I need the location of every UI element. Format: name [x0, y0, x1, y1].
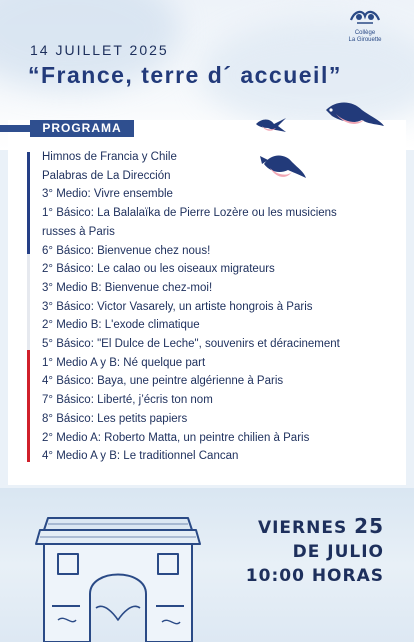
- event-date: 14 JUILLET 2025: [30, 42, 169, 58]
- event-day-number: 25: [354, 514, 384, 538]
- event-day-label: VIERNES: [257, 518, 348, 538]
- college-logo-icon: [347, 8, 383, 26]
- event-time: 10:00 HORAS: [245, 566, 384, 586]
- program-item: 2° Básico: Le calao ou les oiseaux migrateurs: [42, 263, 275, 276]
- program-item: 2° Medio B: L'exode climatique: [42, 319, 200, 332]
- program-item: 4° Medio A y B: Le traditionnel Cancan: [42, 450, 239, 463]
- program-item: 6° Básico: Bienvenue chez nous!: [42, 244, 211, 257]
- flag-stripe-white: [27, 254, 30, 350]
- badge-accent-line: [0, 125, 30, 132]
- program-item: russes à Paris: [42, 225, 115, 238]
- program-item: 3° Medio: Vivre ensemble: [42, 188, 173, 201]
- event-details: [246, 514, 384, 588]
- program-item: 3° Básico: Victor Vasarely, un artiste hongrois à Paris: [42, 300, 313, 313]
- arc-de-triomphe-icon: [18, 510, 218, 642]
- logo-line-1: Collège: [354, 30, 376, 36]
- program-item: 3° Medio B: Bienvenue chez-moi!: [42, 281, 213, 294]
- program-item: 8° Básico: Les petits papiers: [42, 412, 188, 425]
- swallow-icon: [322, 96, 386, 136]
- program-item: 1° Medio A y B: Né quelque part: [42, 356, 206, 369]
- program-item: Palabras de La Dirección: [42, 169, 171, 182]
- college-logo: [340, 8, 390, 44]
- page-title: “France, terre d´ accueil”: [28, 62, 342, 88]
- logo-line-2: La Girouette: [348, 37, 382, 43]
- flag-stripe-blue: [27, 152, 30, 254]
- program-item: 2° Medio A: Roberto Matta, un peintre chilien à Paris: [42, 431, 310, 444]
- program-item: 1° Básico: La Balalaïka de Pierre Lozère ou les musiciens: [42, 207, 337, 220]
- swallow-icon: [254, 114, 288, 136]
- program-item: 7° Básico: Liberté, j’écris ton nom: [42, 394, 213, 407]
- section-badge: PROGRAMA: [30, 120, 134, 137]
- program-item: 4° Básico: Baya, une peintre algérienne à Paris: [42, 375, 284, 388]
- event-month: DE JULIO: [292, 542, 384, 562]
- program-item: Himnos de Francia y Chile: [42, 151, 177, 163]
- flag-stripe-red: [27, 350, 30, 462]
- program-list: [42, 148, 392, 466]
- program-item: 5° Básico: "El Dulce de Leche", souvenirs et déracinement: [42, 338, 340, 351]
